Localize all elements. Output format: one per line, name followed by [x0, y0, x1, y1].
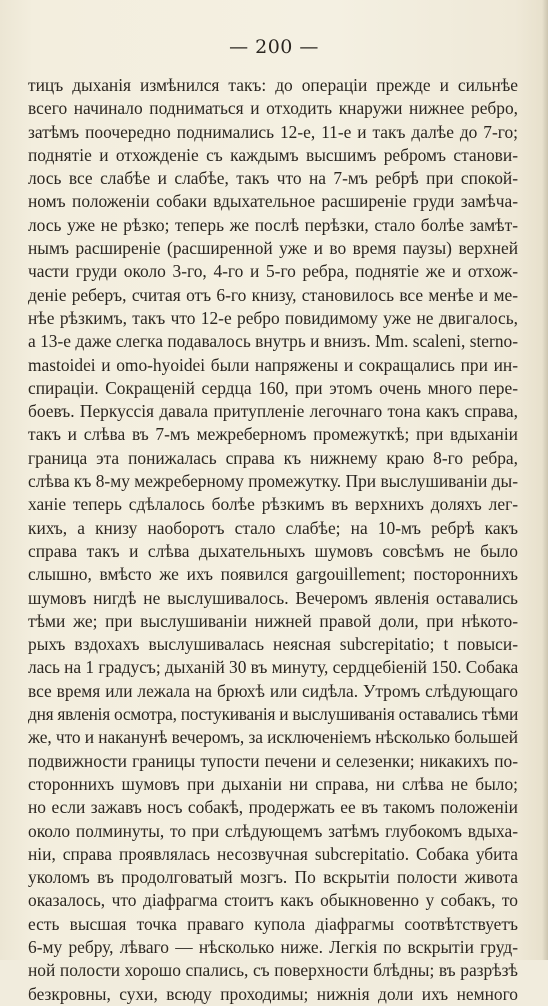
text-line: части груди около 3-го, 4-го и 5-го ребра, поднятіе же и отхож-	[28, 261, 518, 282]
text-line: ніи, справа проявлялась несозвучная subcrepitatio. Собака убита	[28, 843, 518, 864]
text-line: номъ положеніи собаки вдыхательное расширеніе груди замѣча-	[28, 191, 518, 212]
text-line: поднятіе и отхожденіе съ каждымъ высшимъ ребромъ станови-	[28, 144, 518, 165]
text-line: слѣва къ 8-му межреберному промежутку. При выслушиваніи ды-	[28, 471, 518, 492]
page-number: — 200 —	[229, 36, 319, 58]
text-line: же, что и наканунѣ вечеромъ, за исключеніемъ нѣсколько большей	[28, 727, 518, 748]
text-line: лась на 1 градусъ; дыханій 30 въ минуту, сердцебіеній 150. Собака	[28, 657, 519, 678]
text-line: слышно, вмѣсто же ихъ появился gargouillement; постороннихъ	[28, 564, 518, 585]
text-line: справа такъ и слѣва дыхательныхъ шумовъ совсѣмъ не было	[28, 540, 518, 561]
text-line: около полминуты, то при слѣдующемъ затѣмъ глубокомъ вдыха-	[28, 820, 518, 841]
text-line: тѣми же; при выслушиваніи нижней правой доли, при нѣкото-	[28, 610, 518, 631]
text-line: mastoidei и omo-hyoidei были напряжены и сокращались при ин-	[28, 354, 518, 375]
text-line: лось уже не рѣзко; теперь же послѣ перѣзки, стало болѣе замѣт-	[28, 214, 518, 235]
text-line: оказалось, что діафрагма стоитъ какъ обыкновенно у собакъ, то	[28, 890, 518, 911]
text-line: тицъ дыханія измѣнился такъ: до операціи прежде и сильнѣе	[28, 75, 518, 95]
text-line: лось все слабѣе и слабѣе, такъ что на 7-мъ ребрѣ при спокой-	[28, 168, 518, 189]
text-line: уколомъ въ продолговатый мозгъ. По вскрытіи полости живота	[28, 867, 518, 888]
text-line: боевъ. Перкуссія давала притупленіе легочнаго тона какъ справа,	[28, 401, 518, 422]
text-line: кихъ, а книзу наоборотъ стало слабѣе; на 10-мъ ребрѣ какъ	[28, 517, 518, 538]
text-line: граница эта понижалась справа къ нижнему краю 8-го ребра,	[28, 447, 518, 468]
text-line: подвижности границы тупости печени и селезенки; никакихъ по-	[28, 750, 518, 771]
text-line: безкровны, сухи, всюду проходимы; нижнія доли ихъ немного	[28, 983, 518, 1004]
text-line: а 13-е даже слегка подавалось внутрь и внизъ. Mm. scaleni, sterno-	[28, 331, 518, 352]
text-line: ханіе теперь сдѣлалось болѣе рѣзкимъ въ верхнихъ доляхъ лег-	[28, 494, 518, 515]
text-line: стороннихъ шумовъ при дыханіи ни справа, ни слѣва не было;	[28, 773, 518, 794]
text-line: всего начинало подниматься и отходить кнаружи нижнее ребро,	[28, 98, 518, 119]
text-line: такъ и слѣва въ 7-мъ межреберномъ промежуткѣ; при вдыханіи	[28, 424, 518, 445]
text-line: дня явленія осмотра, постукиванія и выслушиванія оставались тѣми	[28, 704, 518, 725]
body-text	[28, 74, 518, 1006]
text-line: есть высшая точка праваго купола діафрагмы соотвѣтствуетъ	[28, 913, 518, 934]
text-line: спираціи. Сокращеній сердца 160, при этомъ очень много пере-	[28, 377, 518, 398]
page-edge-shadow	[542, 0, 548, 960]
text-line: шумовъ нигдѣ не выслушивалось. Вечеромъ явленія оставались	[28, 587, 518, 608]
text-line: ной полости хорошо спались, съ поверхности блѣдны; въ разрѣзѣ	[28, 960, 518, 981]
text-line: нѣе рѣзкимъ, такъ что 12-е ребро повидимому уже не двигалось,	[28, 307, 518, 328]
text-line: рыхъ вздохахъ выслушивалась неясная subcrepitatio; t повыси-	[28, 634, 518, 655]
text-line: нымъ расширеніе (расширенной уже и во время паузы) верхней	[28, 238, 518, 259]
text-line: 6-му ребру, лѣваго — нѣсколько ниже. Легкія по вскрытіи груд-	[28, 936, 518, 957]
text-line: все время или лежала на брюхѣ или сидѣла. Утромъ слѣдующаго	[28, 680, 518, 701]
text-line: затѣмъ поочередно поднимались 12-е, 11-е и такъ далѣе до 7-го;	[28, 121, 518, 142]
text-line: но если зажавъ носъ собакѣ, продержать ее въ такомъ положеніи	[28, 797, 518, 818]
text-line: деніе реберъ, считая отъ 6-го книзу, становилось все менѣе и ме-	[28, 284, 518, 305]
